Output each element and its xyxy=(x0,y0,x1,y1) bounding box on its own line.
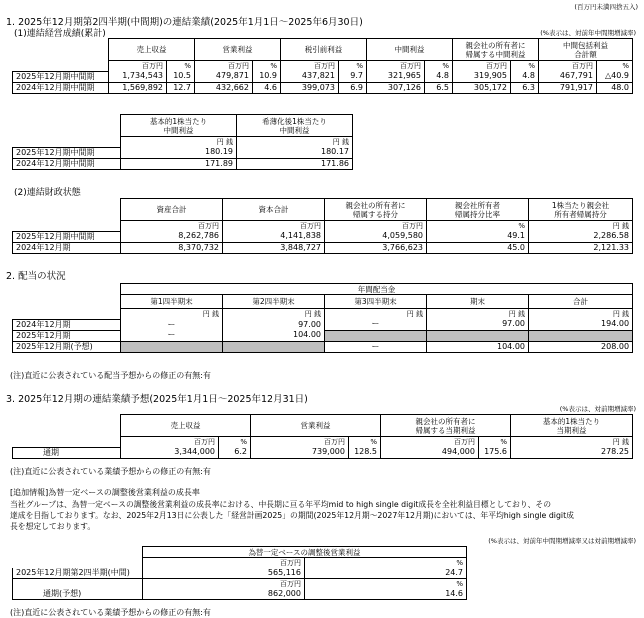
header-forecast-owner-profit: 親会社の所有者に 帰属する当期利益 xyxy=(381,415,511,437)
section1-title: 1. 2025年12月期第2四半期(中間期)の連結業績(2025年1月1日～2025年6月30日) xyxy=(6,17,363,28)
cell-value: 278.25 xyxy=(511,447,633,458)
unit-amount: 百万円 xyxy=(109,61,167,72)
cell-value xyxy=(529,330,633,341)
header-revenue: 売上収益 xyxy=(109,39,195,61)
additional-info-percent-note: (%表示は、対前年中間期増減率又は対前期増減率) xyxy=(488,537,636,545)
section3-title: 3. 2025年12月期の連結業績予想(2025年1月1日～2025年12月31日) xyxy=(6,394,308,405)
row-label: 2025年12月期第2四半期(中間) xyxy=(13,568,143,579)
header-operating-profit: 営業利益 xyxy=(195,39,281,61)
header-owner-interim-profit: 親会社の所有者に 帰属する中間利益 xyxy=(453,39,539,61)
cell-value: 399,073 xyxy=(281,82,339,93)
forecast-table xyxy=(12,414,633,459)
row-label: 2024年12月期中間期 xyxy=(13,158,121,169)
cell-value: 8,262,786 xyxy=(121,231,223,242)
cell-value: 171.89 xyxy=(121,158,237,169)
section1-percent-note: (%表示は、対前年中間期増減率) xyxy=(540,29,636,37)
cell-value: 8,370,732 xyxy=(121,242,223,253)
row-label: 2024年12月期 xyxy=(13,319,121,330)
header-interim-profit: 中間利益 xyxy=(367,39,453,61)
cell-value: 180.19 xyxy=(121,147,237,158)
header-annual-dividend: 年間配当金 xyxy=(121,284,633,295)
cell-value: 208.00 xyxy=(529,341,633,352)
unit-yen: 円 銭 xyxy=(237,137,353,148)
header-constant-fx-profit: 為替一定ベースの調整後営業利益 xyxy=(143,547,467,558)
cell-value xyxy=(121,341,223,352)
unit-amount: 百万円 xyxy=(381,437,479,448)
table-row xyxy=(13,158,353,169)
cell-value: 494,000 xyxy=(381,447,479,458)
table-row xyxy=(13,71,633,82)
cell-value xyxy=(427,330,529,341)
rounding-note: (百万円未満四捨五入) xyxy=(574,3,638,11)
unit-percent: % xyxy=(219,437,251,448)
additional-info-line3: 長を想定しております。 xyxy=(10,522,96,531)
unit-yen: 円 銭 xyxy=(511,437,633,448)
cell-value: 24.7 xyxy=(305,568,467,579)
section3-percent-note: (%表示は、対前期増減率) xyxy=(559,405,636,413)
unit-label: % xyxy=(427,221,529,232)
cell-value: 6.5 xyxy=(425,82,453,93)
unit-amount: 百万円 xyxy=(453,61,511,72)
section1-sub1-title: (1)連結経営成績(累計) xyxy=(14,29,106,39)
unit-amount: 百万円 xyxy=(251,437,349,448)
header-total: 合計 xyxy=(529,295,633,309)
unit-label: 百万円 xyxy=(121,221,223,232)
cell-value: ー xyxy=(121,330,223,341)
unit-percent: % xyxy=(305,558,467,569)
table-row xyxy=(13,568,467,579)
unit-amount: 百万円 xyxy=(195,61,253,72)
header-pretax-profit: 税引前利益 xyxy=(281,39,367,61)
cell-value: 2,121.33 xyxy=(529,242,633,253)
cell-value: 10.5 xyxy=(167,71,195,82)
cell-value: 321,965 xyxy=(367,71,425,82)
section2-title: 2. 配当の状況 xyxy=(6,271,66,282)
cell-value: 97.00 xyxy=(427,319,529,330)
unit-percent: % xyxy=(511,61,539,72)
cell-value: 437,821 xyxy=(281,71,339,82)
cell-value: 3,344,000 xyxy=(121,447,219,458)
cell-value: 104.00 xyxy=(427,341,529,352)
cell-value: 175.6 xyxy=(479,447,511,458)
cell-value: 565,116 xyxy=(143,568,305,579)
cell-value: 479,871 xyxy=(195,71,253,82)
table-row xyxy=(13,330,633,341)
header-q1-end: 第1四半期末 xyxy=(121,295,223,309)
header-diluted-eps: 希薄化後1株当たり 中間利益 xyxy=(237,115,353,137)
unit-percent: % xyxy=(167,61,195,72)
row-label: 2025年12月期中間期 xyxy=(13,231,121,242)
cell-value: △40.9 xyxy=(597,71,633,82)
cell-value: 319,905 xyxy=(453,71,511,82)
header-total-assets: 資産合計 xyxy=(121,199,223,221)
section1-sub2-title: (2)連結財政状態 xyxy=(14,188,81,198)
header-q3-end: 第3四半期末 xyxy=(325,295,427,309)
cell-value: 862,000 xyxy=(143,589,305,600)
header-basic-eps: 基本的1株当たり 中間利益 xyxy=(121,115,237,137)
unit-yen: 円 銭 xyxy=(529,309,633,320)
table-row xyxy=(13,147,353,158)
unit-yen: 円 銭 xyxy=(121,309,223,320)
row-label: 通期 xyxy=(13,447,121,458)
header-comprehensive-income: 中間包括利益 合計額 xyxy=(539,39,633,61)
unit-amount: 百万円 xyxy=(539,61,597,72)
table-row xyxy=(13,341,633,352)
unit-amount: 百万円 xyxy=(143,579,305,590)
cell-value: 49.1 xyxy=(427,231,529,242)
header-total-equity: 資本合計 xyxy=(223,199,325,221)
cell-value: 4,059,580 xyxy=(325,231,427,242)
cell-value: 6.9 xyxy=(339,82,367,93)
unit-label: 円 銭 xyxy=(529,221,633,232)
table-row xyxy=(13,447,633,458)
cell-value: 4.6 xyxy=(253,82,281,93)
cell-value: 791,917 xyxy=(539,82,597,93)
unit-amount: 百万円 xyxy=(367,61,425,72)
cell-value: 9.7 xyxy=(339,71,367,82)
unit-label: 百万円 xyxy=(325,221,427,232)
header-forecast-operating-profit: 営業利益 xyxy=(251,415,381,437)
cell-value: 6.2 xyxy=(219,447,251,458)
header-owner-equity: 親会社の所有者に 帰属する持分 xyxy=(325,199,427,221)
cell-value: 194.00 xyxy=(529,319,633,330)
table-row xyxy=(13,231,633,242)
unit-label: 百万円 xyxy=(223,221,325,232)
cell-value: 12.7 xyxy=(167,82,195,93)
header-year-end: 期末 xyxy=(427,295,529,309)
cell-value: 305,172 xyxy=(453,82,511,93)
header-q2-end: 第2四半期末 xyxy=(223,295,325,309)
cell-value: 4.8 xyxy=(425,71,453,82)
unit-yen: 円 銭 xyxy=(427,309,529,320)
cell-value: 10.9 xyxy=(253,71,281,82)
unit-percent: % xyxy=(349,437,381,448)
unit-amount: 百万円 xyxy=(143,558,305,569)
header-bps: 1株当たり親会社 所有者帰属持分 xyxy=(529,199,633,221)
table-row xyxy=(13,558,467,569)
header-forecast-eps: 基本的1株当たり 当期利益 xyxy=(511,415,633,437)
cell-value: 104.00 xyxy=(223,330,325,341)
cell-value xyxy=(325,330,427,341)
cell-value: 128.5 xyxy=(349,447,381,458)
cell-value: ー xyxy=(121,319,223,330)
additional-info-line1: 当社グループは、為替一定ベースの調整後営業利益の成長率における、中長期に亘る年平均mid to high single digit成長を全社利益目標としており、その xyxy=(10,500,552,509)
table-row xyxy=(13,242,633,253)
row-label: 2024年12月期中間期 xyxy=(13,82,109,93)
dividend-revision-note: (注)直近に公表されている配当予想からの修正の有無:有 xyxy=(10,371,211,380)
cell-value: 2,286.58 xyxy=(529,231,633,242)
cell-value: 180.17 xyxy=(237,147,353,158)
table-row xyxy=(13,589,467,600)
header-equity-ratio: 親会社所有者 帰属持分比率 xyxy=(427,199,529,221)
unit-percent: % xyxy=(339,61,367,72)
cell-value: ー xyxy=(325,319,427,330)
cell-value: 48.0 xyxy=(597,82,633,93)
unit-percent: % xyxy=(479,437,511,448)
cell-value: 467,791 xyxy=(539,71,597,82)
cell-value: 4,141,838 xyxy=(223,231,325,242)
cell-value: ー xyxy=(325,341,427,352)
table-row xyxy=(13,319,633,330)
cell-value: 3,848,727 xyxy=(223,242,325,253)
unit-yen: 円 銭 xyxy=(121,137,237,148)
unit-yen: 円 銭 xyxy=(223,309,325,320)
cell-value: 1,569,892 xyxy=(109,82,167,93)
additional-info-title: [追加情報]為替一定ベースの調整後営業利益の成長率 xyxy=(10,488,200,497)
cell-value: 739,000 xyxy=(251,447,349,458)
cell-value: 432,662 xyxy=(195,82,253,93)
cell-value xyxy=(223,341,325,352)
additional-info-revision-note: (注)直近に公表されている業績予想からの修正の有無:有 xyxy=(10,608,211,617)
row-label: 2025年12月期 xyxy=(13,330,121,341)
header-forecast-revenue: 売上収益 xyxy=(121,415,251,437)
cell-value: 307,126 xyxy=(367,82,425,93)
cell-value: 14.6 xyxy=(305,589,467,600)
financial-position-table xyxy=(12,198,633,254)
cell-value: 45.0 xyxy=(427,242,529,253)
cell-value: 4.8 xyxy=(511,71,539,82)
dividend-table xyxy=(12,283,633,353)
unit-amount: 百万円 xyxy=(281,61,339,72)
cell-value: 3,766,623 xyxy=(325,242,427,253)
constant-fx-table xyxy=(12,546,467,600)
unit-percent: % xyxy=(253,61,281,72)
unit-yen: 円 銭 xyxy=(325,309,427,320)
unit-percent: % xyxy=(305,579,467,590)
unit-percent: % xyxy=(597,61,633,72)
unit-percent: % xyxy=(425,61,453,72)
row-label: 2024年12月期 xyxy=(13,242,121,253)
unit-amount: 百万円 xyxy=(121,437,219,448)
additional-info-line2: 達成を目指しております。なお、2025年2月13日に公表した「経営計画2025」の期間(2025年12月期～2027年12月期)においては、年平均high single digit成 xyxy=(10,511,574,520)
row-label: 2025年12月期中間期 xyxy=(13,147,121,158)
row-label: 2025年12月期中間期 xyxy=(13,71,109,82)
cell-value: 97.00 xyxy=(223,319,325,330)
operating-results-table xyxy=(12,38,633,94)
row-label: 通期(予想) xyxy=(13,589,143,600)
row-label: 2025年12月期(予想) xyxy=(13,341,121,352)
cell-value: 6.3 xyxy=(511,82,539,93)
table-row xyxy=(13,82,633,93)
cell-value: 171.86 xyxy=(237,158,353,169)
eps-table xyxy=(12,114,353,170)
cell-value: 1,734,543 xyxy=(109,71,167,82)
forecast-revision-note: (注)直近に公表されている業績予想からの修正の有無:有 xyxy=(10,467,211,476)
